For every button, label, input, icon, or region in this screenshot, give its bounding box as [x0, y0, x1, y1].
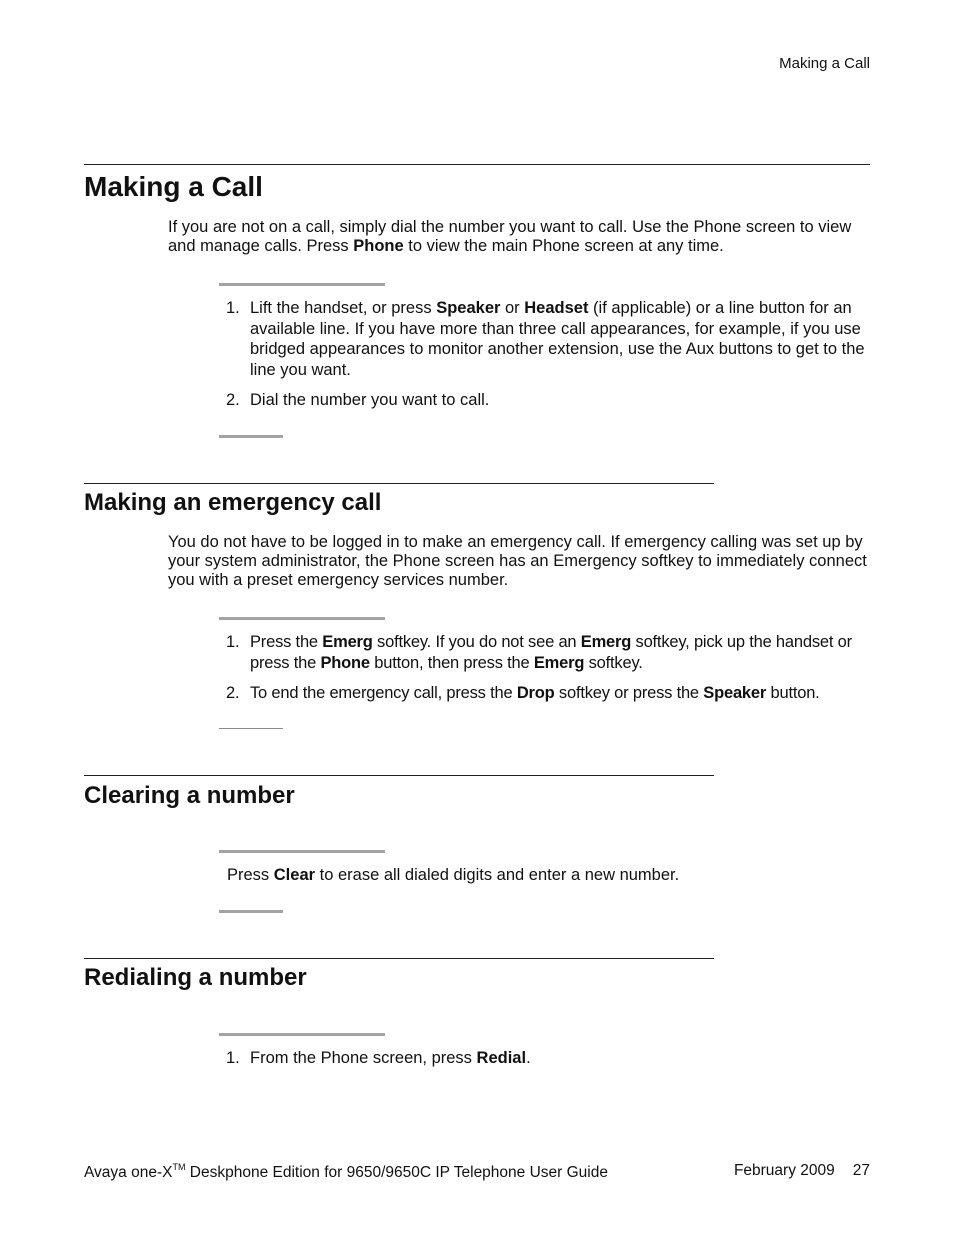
step-number: 1.: [226, 299, 240, 317]
section-rule: [84, 483, 714, 484]
trademark-mark: TM: [172, 1162, 186, 1172]
page-number: 27: [852, 1162, 870, 1179]
step-number: 2.: [226, 684, 240, 702]
step-number: 2.: [226, 391, 240, 409]
ui-term: Emerg: [322, 633, 373, 651]
text-run: You do not have to be logged in to make an emergency call. If emergency calling was set up by your system administrator, the Phone screen has an Emergency softkey to immediately connect you with a preset emergency services number.: [168, 533, 867, 589]
footer-date: February 2009: [733, 1162, 835, 1179]
section-heading-emergency: Making an emergency call: [84, 489, 382, 516]
procedure-end-rule: [219, 728, 283, 729]
text-run: Press: [227, 866, 274, 884]
text-run: to erase all dialed digits and enter a new number.: [315, 866, 680, 884]
text-run: button, then press the: [369, 653, 534, 672]
text-run: softkey or press the: [554, 684, 704, 702]
procedure-step: [226, 632, 876, 673]
text-run: softkey. If you do not see an: [372, 633, 581, 651]
text-run: .: [526, 1049, 531, 1067]
section-heading-clearing: Clearing a number: [84, 782, 295, 809]
step-number: 1.: [226, 1049, 240, 1067]
text-run: Press the: [250, 633, 323, 651]
section-rule: [84, 775, 714, 776]
ui-term: Phone: [353, 237, 404, 255]
procedure-step: [226, 298, 876, 380]
ui-term: Redial: [476, 1049, 527, 1067]
text-run: button.: [766, 684, 820, 702]
ui-term: Clear: [273, 866, 316, 884]
text-run: Dial the number you want to call.: [250, 391, 490, 409]
footer-product-suffix: Deskphone Edition for 9650/9650C IP Telephone User Guide: [185, 1164, 608, 1181]
section-heading-redialing: Redialing a number: [84, 964, 307, 991]
text-run: If you are not on a call, simply dial the number you want to call. Use the Phone screen to view and manage calls. Press: [168, 218, 852, 255]
procedure-step: [226, 390, 876, 411]
procedure-start-rule: [219, 617, 385, 620]
clearing-paragraph: [227, 866, 867, 885]
text-run: softkey.: [584, 653, 643, 672]
intro-paragraph: [168, 218, 873, 256]
text-run: (if applicable) or a line button for an available line. If you have more than three call appearances, for example, if you use bridged appearances to monitor another extension, use the Aux buttons to get to the line you want.: [250, 299, 865, 379]
page-title: Making a Call: [84, 171, 263, 202]
ui-term: Drop: [516, 684, 555, 702]
section-rule: [84, 958, 714, 959]
ui-term: Speaker: [436, 299, 501, 317]
ui-term: Emerg: [533, 653, 585, 672]
text-run: softkey, pick up the handset or press the: [250, 633, 852, 672]
ui-term: Headset: [524, 299, 589, 317]
text-run: to view the main Phone screen at any time.: [403, 237, 724, 255]
ui-term: Emerg: [580, 633, 632, 651]
emergency-intro-paragraph: [168, 533, 873, 590]
procedure-step: [226, 1048, 876, 1069]
ui-term: Speaker: [703, 684, 767, 702]
emergency-steps: [226, 632, 876, 714]
footer-meta: [734, 1162, 870, 1180]
step-number: 1.: [226, 633, 240, 651]
section-rule: [84, 164, 870, 165]
footer-title: [84, 1162, 608, 1182]
redialing-steps: [226, 1048, 876, 1079]
procedure-end-rule: [219, 910, 283, 913]
ui-term: Phone: [320, 653, 370, 672]
procedure-end-rule: [219, 435, 283, 438]
running-header: Making a Call: [779, 55, 870, 72]
text-run: To end the emergency call, press the: [250, 684, 517, 702]
footer-product-prefix: Avaya one-X: [84, 1164, 173, 1181]
procedure-start-rule: [219, 1033, 385, 1036]
text-run: From the Phone screen, press: [250, 1049, 477, 1067]
procedure-step: [226, 683, 876, 704]
procedure-start-rule: [219, 850, 385, 853]
procedure-start-rule: [219, 283, 385, 286]
text-run: Lift the handset, or press: [250, 299, 437, 317]
text-run: or: [500, 299, 525, 317]
procedure-steps: [226, 298, 876, 421]
